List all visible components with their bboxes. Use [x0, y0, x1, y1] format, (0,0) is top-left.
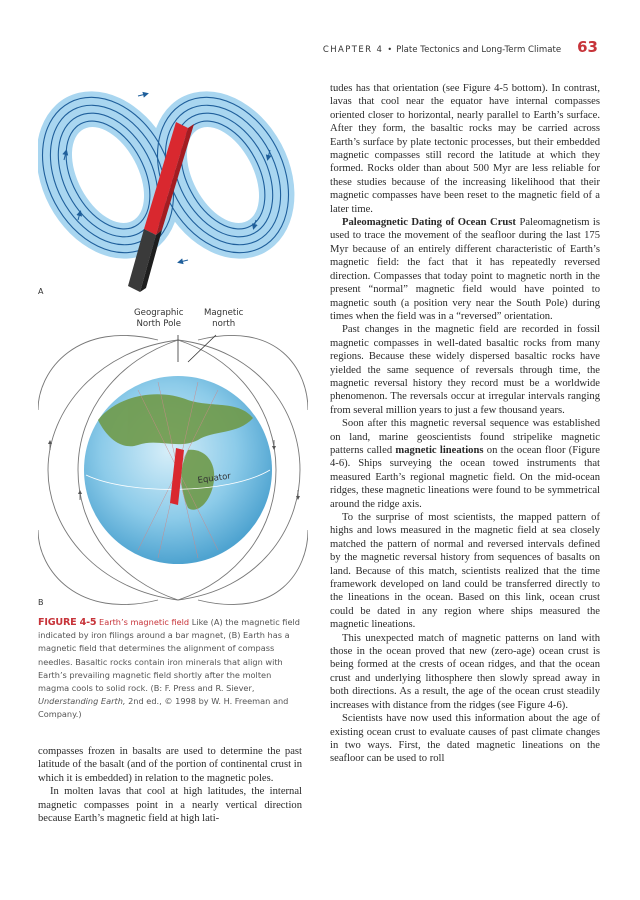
caption-text: Like (A) the magnetic field indicated by iron filings around a bar magnet, (B) Earth has a magnetic field that determines the alignment of compass needles. Basaltic rocks contain iron minerals that align with Earth’s prevailing magnetic field shortly after the molten magma cools to solid rock. [38, 617, 300, 694]
label-magnetic-line1: Magnetic [204, 308, 244, 318]
right-paragraph-1: tudes has that orientation (see Figure 4-5 bottom). In contrast, lavas that cool near the equator have internal compasses oriented closer to horizontal, nearly parallel to Earth’s surface. After they form, the basaltic rocks may be carried across Earth’s surface by plate tectonic processes, but their embedded magnetic compasses still record the latitude at which they formed. Rocks older than about 500 Myr are less reliable for these studies because of the increasing likelihood that their magnetic compasses have been reset to the magnetic field of a later time. [330, 83, 600, 215]
earth-magnetic-field-illustration [38, 300, 308, 610]
label-geographic-line2: North Pole [136, 319, 182, 329]
right-paragraph-4 [330, 417, 600, 511]
right-paragraph-2-text: Paleomagnetism is used to trace the movement of the seafloor during the last 175 Myr because of an entirely different characteristic of Earth’s magnetic field: the fact that it has repeatedly reversed direction. Compasses that today point to magnetic north in the present “normal” magnetic field would have pointed to magnetic south (a position very near the South Pole) during times when the field was in a “reversed” orientation. [330, 217, 600, 322]
caption-credit-open: (B: F. Press and R. Siever, [150, 683, 255, 694]
caption-credit-book: Understanding Earth, [38, 696, 126, 707]
right-paragraph-5: To the surprise of most scientists, the mapped pattern of highs and lows measured in the magnetic field at sea closely matched the pattern of normal and reversed intervals defined by the magnetic reversal history from sequences of basalts on land. Because of this match, scientists realized that the time framework developed on land could be transferred directly to the lineations in the ocean. Based on this link, ocean crust could be dated in any region where ships measured the magnetic lineations. [330, 512, 600, 631]
right-paragraph-6: This unexpected match of magnetic patterns on land with those in the ocean proved that new (zero-age) ocean crust is being formed at the crests of ocean ridges, and that the ocean crust and underlying lithosphere then slowly spread away in both directions. As a result, the age of the ocean crust steadily increases with distance from the ridges (see Figure 4-6). [330, 632, 600, 711]
label-magnetic-line2: north [212, 319, 236, 329]
chapter-title: Plate Tectonics and Long-Term Climate [396, 45, 562, 55]
figure-caption [38, 616, 300, 722]
label-magnetic-north [204, 308, 243, 330]
left-paragraph-2: In molten lavas that cool at high latitudes, the internal magnetic compasses point in a nearly vertical direction because Earth’s magnetic field at high lati- [38, 786, 302, 825]
chapter-label: CHAPTER 4 [322, 45, 384, 55]
label-equator: Equator [197, 471, 232, 486]
panel-label-a: A [38, 287, 44, 296]
bar-magnet-illustration [38, 70, 298, 295]
right-paragraph-4-post: on the ocean floor (Figure 4-6). Ships surveying the ocean towed instruments that measured Earth’s regional magnetic field. On the mid-ocean ridges, these magnetic lineations were found to be symmetrical around the ridge axis. [330, 444, 600, 510]
figure-panel-a [38, 70, 298, 295]
right-column [330, 82, 600, 766]
right-paragraph-2 [330, 216, 600, 323]
right-paragraph-7: Scientists have now used this information about the age of existing ocean crust to evaluate causes of past climate changes in two ways. First, the dated magnetic lineations on the seafloor can be used to roll [330, 713, 600, 765]
key-term-magnetic-lineations: magnetic lineations [395, 444, 484, 456]
header-separator: • [387, 45, 393, 54]
caption-credit-close: 2nd ed., © 1998 by W. H. Freeman and Company.) [38, 696, 289, 720]
section-heading: Paleomagnetic Dating of Ocean Crust [342, 217, 516, 229]
left-paragraph-1: compasses frozen in basalts are used to determine the past latitude of the basalt (and of the portion of continental crust in which it is embedded) in relation to the magnetic poles. [38, 746, 302, 784]
figure-title: Earth’s magnetic field [99, 617, 190, 627]
right-paragraph-3: Past changes in the magnetic field are recorded in fossil magnetic compasses in well-dated basaltic rocks from many regions. Because these widely dispersed basaltic rocks have yielded the same sequence of reversals through time, the magnetic reversal history they record must be a worldwide phenomenon. The reversals occur at irregular intervals ranging from several million years to just a few thousand years. [330, 324, 600, 416]
running-head [323, 38, 598, 58]
left-column [38, 745, 302, 825]
page-number: 63 [577, 38, 598, 56]
figure-number: FIGURE 4-5 [38, 617, 97, 628]
figure-panel-b [38, 300, 308, 610]
label-geographic-north [134, 308, 183, 330]
right-paragraph-4-pre: Soon after this magnetic reversal sequence was established on land, marine geoscientists found stripelike magnetic patterns called [330, 418, 600, 456]
panel-label-b: B [38, 598, 44, 607]
label-geographic-line1: Geographic [134, 308, 184, 318]
